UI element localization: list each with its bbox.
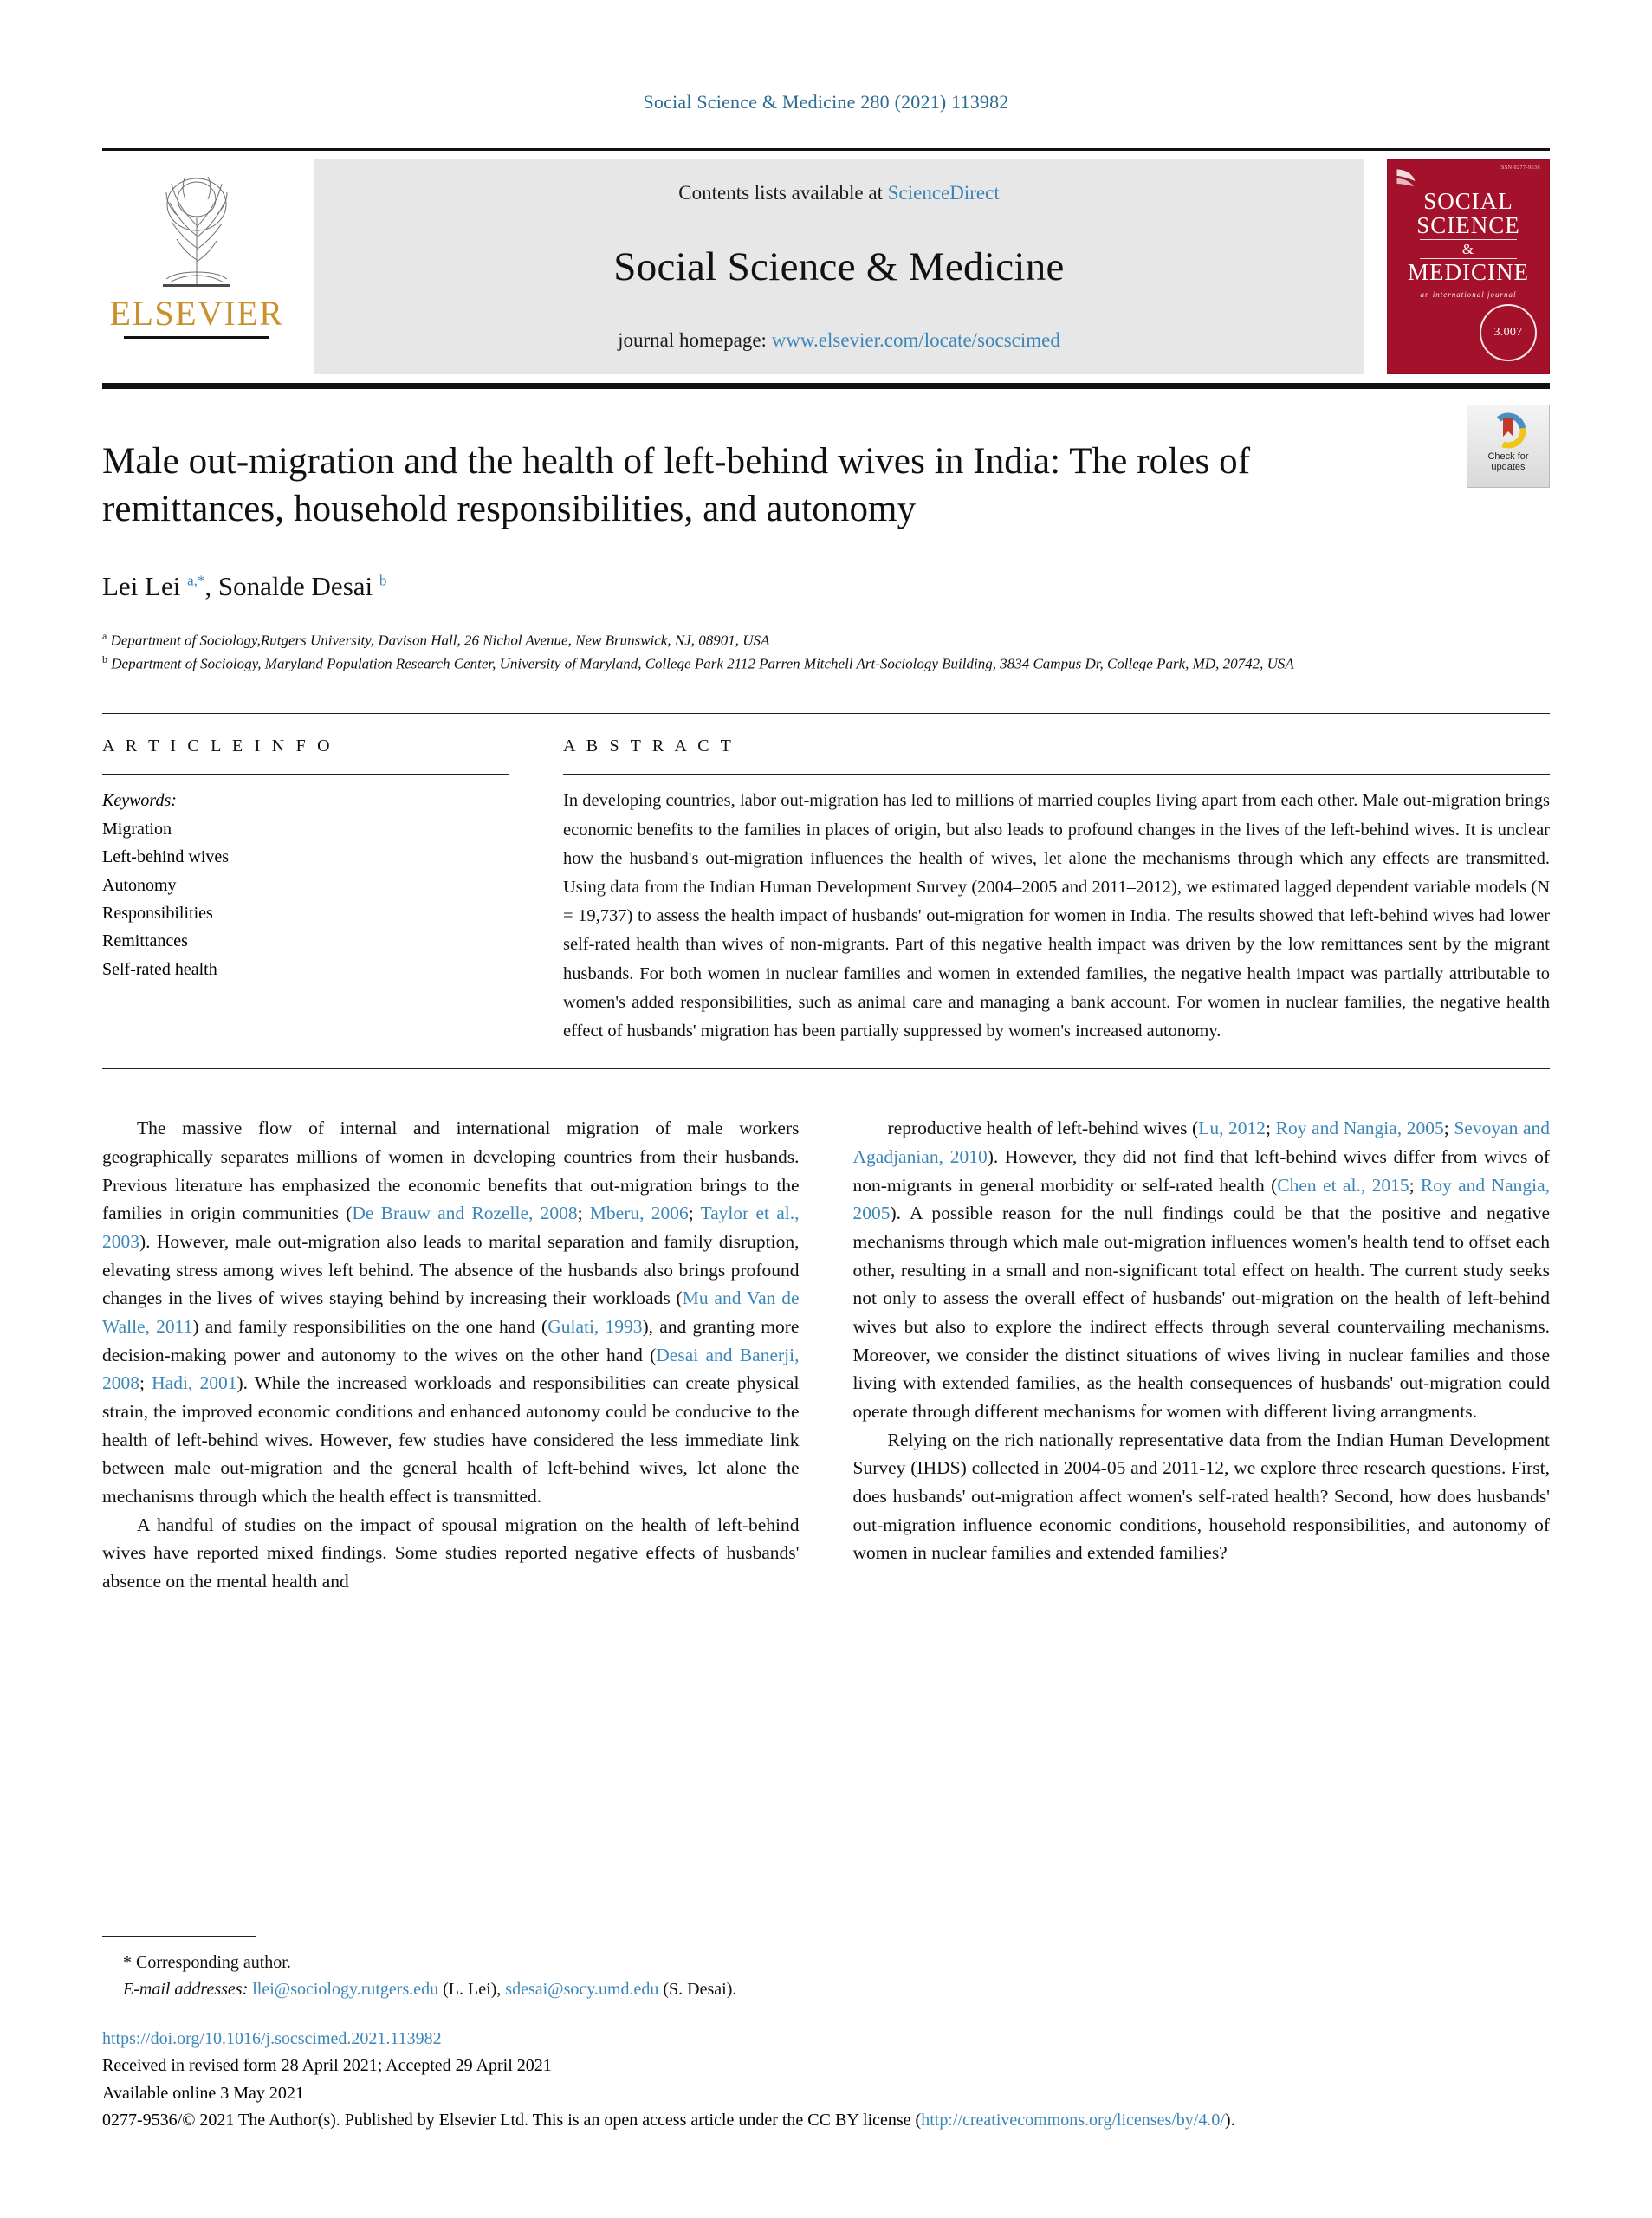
elsevier-mark-icon xyxy=(1393,165,1419,191)
footnote-rule xyxy=(102,1936,256,1937)
body-text: ). However, they did not find that left-behind wives differ from wives of non-migrants in general morbidity or self-rated health ( xyxy=(852,1145,1550,1196)
abstract-bottom-rule xyxy=(102,1068,1550,1069)
footnotes xyxy=(102,1936,1550,2135)
body-text: ; xyxy=(1409,1174,1421,1196)
doi-line xyxy=(102,2026,1550,2053)
cover-divider-top xyxy=(1420,239,1517,240)
citation-link[interactable]: Sevoyan and Agadjanian, 2010 xyxy=(852,1118,1551,1167)
info-abstract-section xyxy=(102,713,1550,1046)
citation-link[interactable]: Lu, 2012 xyxy=(1198,1118,1267,1139)
body-text: A handful of studies on the impact of spousal migration on the health of left-behind wives have reported mixed findings. Some studies reported negative effects of husbands' absence on the mental health and xyxy=(102,1514,800,1592)
citation-link[interactable]: Chen et al., 2015 xyxy=(1277,1174,1409,1196)
keyword-item: Migration xyxy=(102,819,172,839)
cover-subtitle: an international journal xyxy=(1420,289,1517,299)
email-link-desai[interactable]: sdesai@socy.umd.edu xyxy=(505,1979,659,1999)
article-info-heading: A R T I C L E I N F O xyxy=(102,736,334,756)
abstract-text: In developing countries, labor out-migration has led to millions of married couples living apart from each other. Male out-migration brings economic benefits to the families in places of origin, but also leads to profound changes in the lives of the left-behind wives. It is unclear how the husband's out-migration influences the health of wives, let alone the mechanisms through which any effects are transmitted. Using data from the Indian Human Development Survey (2004–2005 and 2011–2012), we estimated lagged dependent variable models (N = 19,737) to assess the health impact of husbands' out-migration for women in India. The results showed that left-behind wives had lower self-rated health than wives of non-migrants. Part of this negative health impact was driven by the low remittances sent by the migrant husbands. For both women in nuclear families and women in extended families, the negative health impact was partially attributable to women's added responsibilities, such as animal care and managing a bank account. For women in nuclear families, the negative health effect of husbands' migration has been partially suppressed by women's increased autonomy. xyxy=(563,791,1550,1041)
body-paragraph xyxy=(853,1426,1551,1567)
email-link-lei[interactable]: llei@sociology.rutgers.edu xyxy=(252,1979,439,1999)
copyright-prefix: 0277-9536/© 2021 The Author(s). Published by Elsevier Ltd. This is an open access article under the CC BY license ( xyxy=(102,2111,922,2130)
citation-link[interactable]: Roy and Nangia, 2005 xyxy=(852,1174,1551,1224)
journal-cover-thumbnail[interactable] xyxy=(1387,159,1550,374)
article-info-rule xyxy=(102,774,509,775)
elsevier-tree-icon xyxy=(132,165,262,295)
sciencedirect-link[interactable]: ScienceDirect xyxy=(887,182,1000,204)
publication-metadata xyxy=(102,2026,1550,2135)
citation-link[interactable]: Taylor et al., 2003 xyxy=(102,1203,800,1252)
body-text: Relying on the rich nationally representative data from the Indian Human Development Survey (IHDS) collected in 2004-05 and 2011-12, we explore three research questions. First, does husbands' out-migration affect women's self-rated health? Second, how does husbands' out-migration influence economic conditions, household responsibilities, and autonomy of women in nuclear families and extended families? xyxy=(852,1429,1550,1564)
keyword-item: Autonomy xyxy=(102,875,177,895)
abstract-column xyxy=(563,736,1550,1046)
citation-link[interactable]: Hadi, 2001 xyxy=(152,1372,237,1394)
body-text: ). While the increased workloads and responsibilities can create physical strain, the improved economic conditions and enhanced autonomy could be conducive to the health of left-behind wives. However, few studies have considered the less immediate link between male out-migration and the general health of left-behind wives, let alone the mechanisms through which the health effect is transmitted. xyxy=(102,1372,800,1507)
body-text: The massive flow of internal and international migration of male workers geographically separates millions of women in developing countries from their husbands. Previous literature has emphasized the economic benefits that out-migration brings to the families in origin communities ( xyxy=(102,1118,800,1224)
license-link[interactable]: http://creativecommons.org/licenses/by/4.0/ xyxy=(921,2111,1225,2130)
crossmark-line1: Check for xyxy=(1487,451,1529,462)
citation-link[interactable]: Gulati, 1993 xyxy=(547,1315,643,1337)
body-paragraph xyxy=(102,1114,800,1510)
journal-homepage-link[interactable]: www.elsevier.com/locate/socscimed xyxy=(771,329,1060,351)
homepage-prefix: journal homepage: xyxy=(618,329,767,351)
keyword-item: Responsibilities xyxy=(102,903,213,923)
email-suffix-desai: (S. Desai). xyxy=(663,1979,737,1999)
body-text: ; xyxy=(1443,1118,1454,1139)
body-columns xyxy=(102,1114,1550,1595)
body-text: ). A possible reason for the null findings could be that the positive and negative mechanisms through which male out-migration influences women's health tend to offset each other, resulting in a small and non-significant total effect on health. The current study seeks not only to assess the overall effect of husbands' out-migration on the health of left-behind wives but also to explore the indirect effects through several countervailing mechanisms. Moreover, we consider the distinct situations of wives living in nuclear families and those living with extended families, as the health consequences of husbands' out-migration could operate through different mechanisms for women with different living arrangments. xyxy=(852,1203,1550,1422)
affiliation-b-text: Department of Sociology, Maryland Population Research Center, University of Maryland, College Park 2112 Parren Mitchell Art-Sociology Building, 3834 Campus Dr, College Park, MD, 20742, USA xyxy=(111,655,1294,672)
citation-link[interactable]: Mu and Van de Walle, 2011 xyxy=(102,1287,800,1337)
citation-link[interactable]: Desai and Banerji, 2008 xyxy=(102,1344,800,1394)
citation-link[interactable]: De Brauw and Rozelle, 2008 xyxy=(352,1203,578,1224)
homepage-line xyxy=(618,329,1060,352)
affiliations xyxy=(102,628,1550,675)
email-label: E-mail addresses: xyxy=(123,1979,249,1999)
masthead xyxy=(102,148,1550,374)
affiliation-a-text: Department of Sociology,Rutgers University, Davison Hall, 26 Nichol Avenue, New Brunswick, NJ, 08901, USA xyxy=(110,632,770,649)
keywords-list xyxy=(102,815,509,983)
corresponding-marker: * xyxy=(123,1952,132,1972)
body-column-left xyxy=(102,1114,800,1595)
cover-title xyxy=(1408,190,1529,299)
abstract-rule xyxy=(563,774,1550,775)
body-text: ). However, male out-migration also leads to marital separation and family disruption, elevating stress among wives left behind. The absence of the husbands also brings profound changes in the lives of wives staying behind by increasing their workloads ( xyxy=(102,1230,800,1309)
elsevier-underline xyxy=(124,336,269,339)
received-line: Received in revised form 28 April 2021; Accepted 29 April 2021 xyxy=(102,2056,552,2076)
page-title: Male out-migration and the health of left-behind wives in India: The roles of remittances, household responsibilities, and autonomy xyxy=(102,441,1251,530)
journal-banner xyxy=(314,159,1364,374)
copyright-line xyxy=(102,2107,1550,2135)
cover-title-line3: MEDICINE xyxy=(1408,259,1529,286)
body-text: ; xyxy=(1266,1118,1276,1139)
corresponding-author-line xyxy=(102,1949,1550,1976)
masthead-bottom-rule xyxy=(102,383,1550,389)
doi-link[interactable]: https://doi.org/10.1016/j.socscimed.2021.113982 xyxy=(102,2028,442,2048)
elsevier-wordmark: ELSEVIER xyxy=(109,294,284,333)
body-text: ; xyxy=(688,1203,701,1224)
body-text: ) and family responsibilities on the one hand ( xyxy=(192,1315,548,1337)
authors-text: Lei Lei $^{a,*}$, Sonalde Desai $^b$ xyxy=(102,571,387,602)
available-online-line: Available online 3 May 2021 xyxy=(102,2083,304,2103)
crossmark-icon xyxy=(1488,411,1528,451)
keyword-item: Remittances xyxy=(102,931,188,951)
email-line xyxy=(102,1976,1550,2003)
elsevier-logo-block xyxy=(102,159,291,374)
copyright-suffix: ). xyxy=(1224,2111,1235,2130)
contents-line xyxy=(678,182,999,204)
crossmark-line2: updates xyxy=(1491,461,1526,472)
affiliation-b: $^b$ Department of Sociology, Maryland Population Research Center, University of Maryland, College Park 2112 Parren Mitchell Art-Sociology Building, 3834 Campus Dr, College Park, MD, 20742, USA xyxy=(102,653,1294,672)
crossmark-badge[interactable] xyxy=(1467,405,1550,488)
citation-link[interactable]: Mberu, 2006 xyxy=(589,1203,689,1224)
body-column-right xyxy=(853,1114,1551,1595)
impact-factor-badge: 3.007 xyxy=(1480,304,1537,361)
abstract-heading: A B S T R A C T xyxy=(563,736,735,756)
keyword-item: Self-rated health xyxy=(102,959,217,979)
keyword-item: Left-behind wives xyxy=(102,847,230,867)
cover-title-line1: SOCIAL xyxy=(1423,188,1513,214)
affiliation-a: $^a$ Department of Sociology,Rutgers University, Davison Hall, 26 Nichol Avenue, New Brunswick, NJ, 08901, USA xyxy=(102,630,770,649)
citation-link[interactable]: Roy and Nangia, 2005 xyxy=(1275,1118,1444,1139)
cover-title-line2: SCIENCE xyxy=(1416,211,1520,238)
body-text: reproductive health of left-behind wives ( xyxy=(887,1118,1199,1139)
cover-ampersand: & xyxy=(1461,241,1475,258)
article-info-column xyxy=(102,736,509,1046)
journal-title: Social Science & Medicine xyxy=(613,244,1065,289)
corresponding-text: Corresponding author. xyxy=(136,1952,291,1972)
author-list xyxy=(102,571,1550,602)
body-text: ; xyxy=(577,1203,590,1224)
body-text: ), and granting more decision-making power and autonomy to the wives on the other hand ( xyxy=(102,1315,800,1365)
body-text: ; xyxy=(139,1372,152,1394)
body-paragraph xyxy=(853,1114,1551,1425)
title-area xyxy=(102,438,1550,675)
keywords-label: Keywords: xyxy=(102,791,177,811)
email-suffix-lei: (L. Lei), xyxy=(443,1979,502,1999)
crossmark-label xyxy=(1487,452,1528,473)
body-paragraph xyxy=(102,1511,800,1596)
cover-issn: ISSN 0277-9536 xyxy=(1499,165,1540,171)
contents-prefix: Contents lists available at xyxy=(678,182,883,204)
running-head: Social Science & Medicine 280 (2021) 113982 xyxy=(643,91,1009,113)
